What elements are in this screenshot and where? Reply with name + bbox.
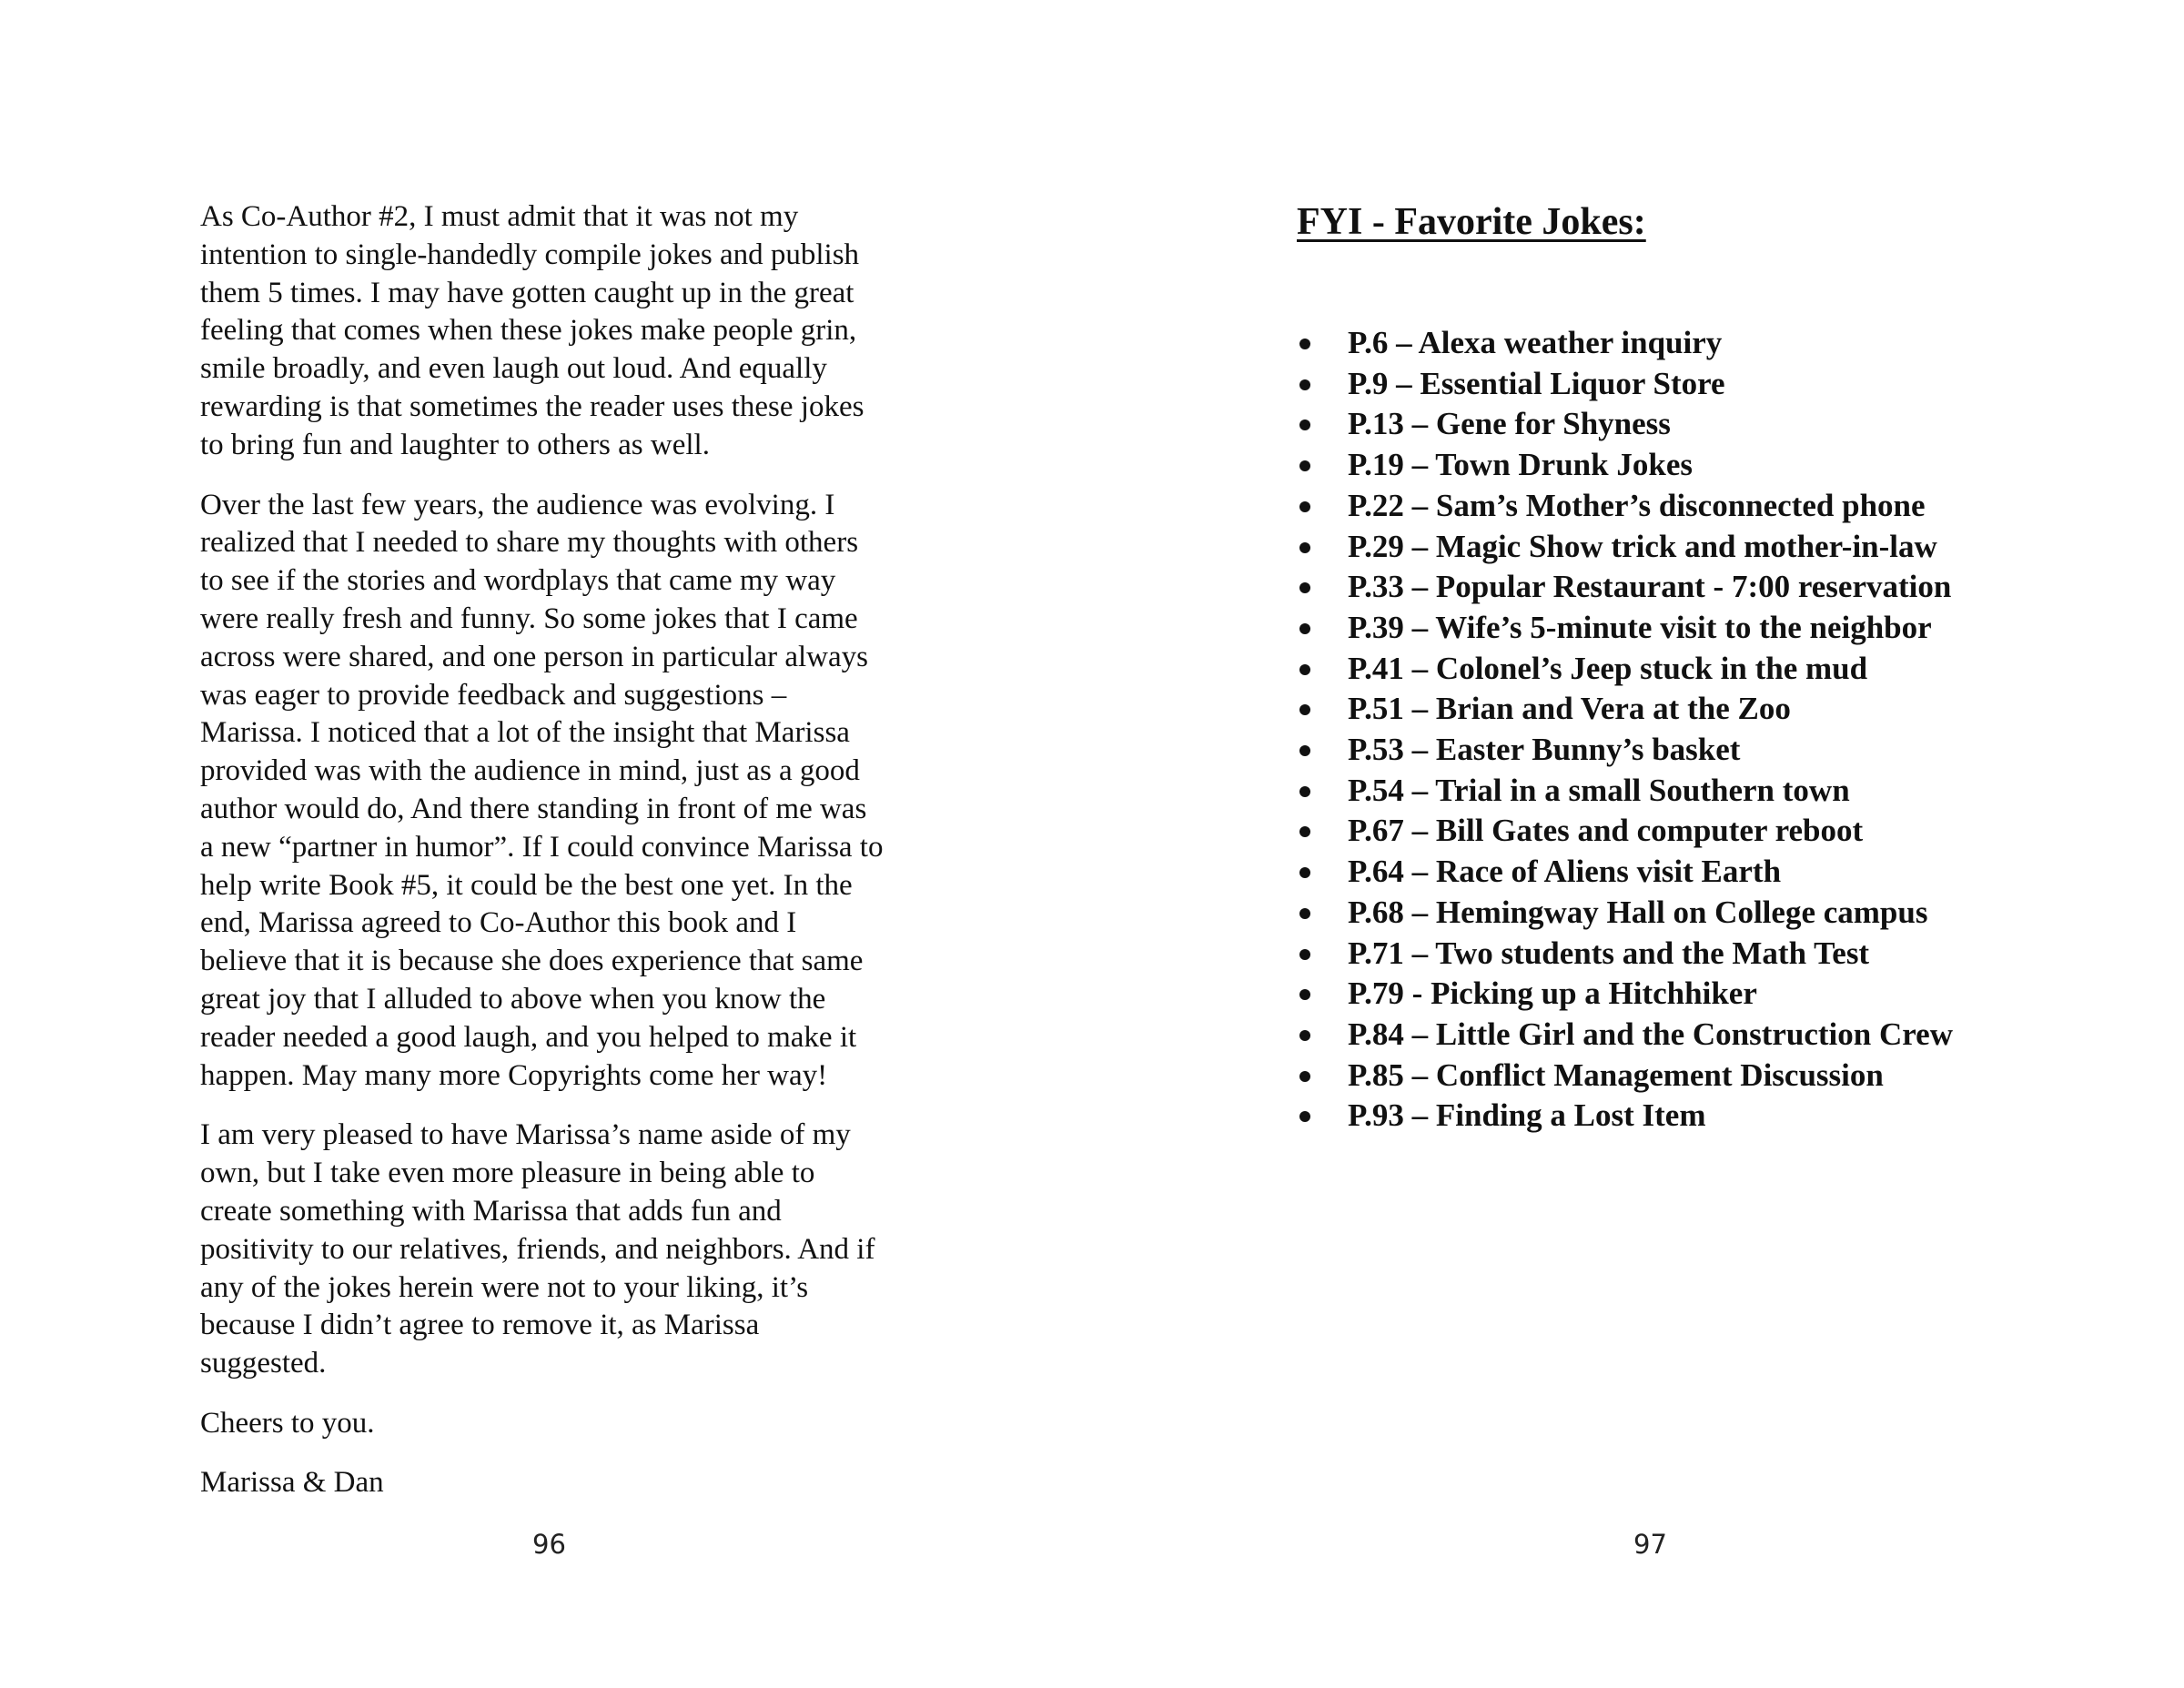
right-page [1092,0,2184,1688]
signature: Marissa & Dan [200,1465,384,1499]
joke-reference: P.54 – Trial in a small Southern town [1348,772,1850,808]
bullet-icon [1299,745,1310,756]
bullet-icon [1299,949,1310,960]
joke-reference: P.79 - Picking up a Hitchhiker [1348,975,1757,1012]
bullet-icon [1299,826,1310,837]
list-item [1297,730,2116,771]
bullet-icon [1299,542,1310,553]
paragraph-intro: As Co-Author #2, I must admit that it was not my intention to single-handedly compile jokes and publish them 5 times. I may have gotten caught up in the great feeling that comes when these jokes make people grin, smile broadly, and even laugh out loud. And equally rewarding is that sometimes the reader uses these jokes to bring fun and laughter to others as well. [200,200,864,461]
list-item [1297,811,2116,852]
list-item [1297,689,2116,730]
paragraph-pleasure: I am very pleased to have Marissa’s name aside of my own, but I take even more pleasure in being able to create something with Marissa that adds fun and positivity to our relatives, friends, and neighbors. And if any of the jokes herein were not to your liking, it’s because I didn’t agree to remove it, as Marissa suggested. [200,1118,875,1380]
bullet-icon [1299,664,1310,675]
joke-reference: P.85 – Conflict Management Discussion [1348,1056,1884,1093]
list-item [1297,771,2116,812]
bullet-icon [1299,379,1310,390]
list-item [1297,934,2116,975]
joke-reference: P.39 – Wife’s 5-minute visit to the neighbor [1348,609,1932,645]
bullet-icon [1299,623,1310,634]
list-item [1297,323,2116,364]
bullet-icon [1299,1111,1310,1122]
list-item [1297,527,2116,568]
bullet-icon [1299,867,1310,878]
paragraph-audience: Over the last few years, the audience was evolving. I realized that I needed to share my thoughts with others to see if the stories and wordplays that came my way were really fresh and funny. So some jokes that I came across were shared, and one person in particular always was eager to provide feedback and suggestions – Marissa. I noticed that a lot of the insight that Marissa provided was with the audience in mind, just as a good author would do, And there standing in front of me was a new “partner in humor”. If I could convince Marissa to help write Book #5, it could be the best one yet. In the end, Marissa agreed to Co-Author this book and I believe that it is because she does experience that same great joy that I alluded to above when you know the reader needed a good laugh, and you helped to make it happen. May many more Copyrights come her way! [200,488,884,1092]
list-item [1297,404,2116,445]
joke-reference: P.68 – Hemingway Hall on College campus [1348,894,1928,930]
joke-reference: P.9 – Essential Liquor Store [1348,365,1725,401]
page-number-left: 96 [532,1529,566,1560]
bullet-icon [1299,419,1310,430]
favorite-jokes-title: FYI - Favorite Jokes: [1297,201,1646,243]
favorite-jokes-list [1297,323,2116,1137]
bullet-icon [1299,1030,1310,1041]
list-item [1297,364,2116,405]
list-item [1297,608,2116,649]
bullet-icon [1299,989,1310,1000]
bullet-icon [1299,786,1310,797]
joke-reference: P.84 – Little Girl and the Construction Crew [1348,1016,1953,1052]
joke-reference: P.13 – Gene for Shyness [1348,406,1671,442]
joke-reference: P.6 – Alexa weather inquiry [1348,325,1723,360]
list-item [1297,893,2116,934]
bullet-icon [1299,582,1310,593]
joke-reference: P.22 – Sam’s Mother’s disconnected phone [1348,487,1926,523]
joke-reference: P.67 – Bill Gates and computer reboot [1348,813,1864,849]
joke-reference: P.51 – Brian and Vera at the Zoo [1348,691,1791,727]
closing-cheers: Cheers to you. [200,1406,375,1440]
list-item [1297,567,2116,608]
joke-reference: P.19 – Town Drunk Jokes [1348,447,1693,483]
bullet-icon [1299,1071,1310,1082]
bullet-icon [1299,908,1310,919]
joke-reference: P.93 – Finding a Lost Item [1348,1097,1706,1134]
list-item [1297,1015,2116,1056]
joke-reference: P.53 – Easter Bunny’s basket [1348,732,1741,768]
list-item [1297,974,2116,1015]
bullet-icon [1299,339,1310,349]
bullet-icon [1299,704,1310,715]
list-item [1297,445,2116,486]
page-number-right: 97 [1633,1529,1667,1560]
list-item [1297,649,2116,690]
co-author-note [200,198,919,1523]
joke-reference: P.64 – Race of Aliens visit Earth [1348,854,1782,890]
bullet-icon [1299,460,1310,471]
joke-reference: P.41 – Colonel’s Jeep stuck in the mud [1348,650,1868,686]
list-item [1297,1096,2116,1137]
joke-reference: P.33 – Popular Restaurant - 7:00 reservation [1348,569,1952,605]
list-item [1297,852,2116,893]
bullet-icon [1299,501,1310,512]
joke-reference: P.71 – Two students and the Math Test [1348,935,1870,971]
joke-reference: P.29 – Magic Show trick and mother-in-law [1348,528,1937,564]
list-item [1297,486,2116,527]
list-item [1297,1056,2116,1097]
